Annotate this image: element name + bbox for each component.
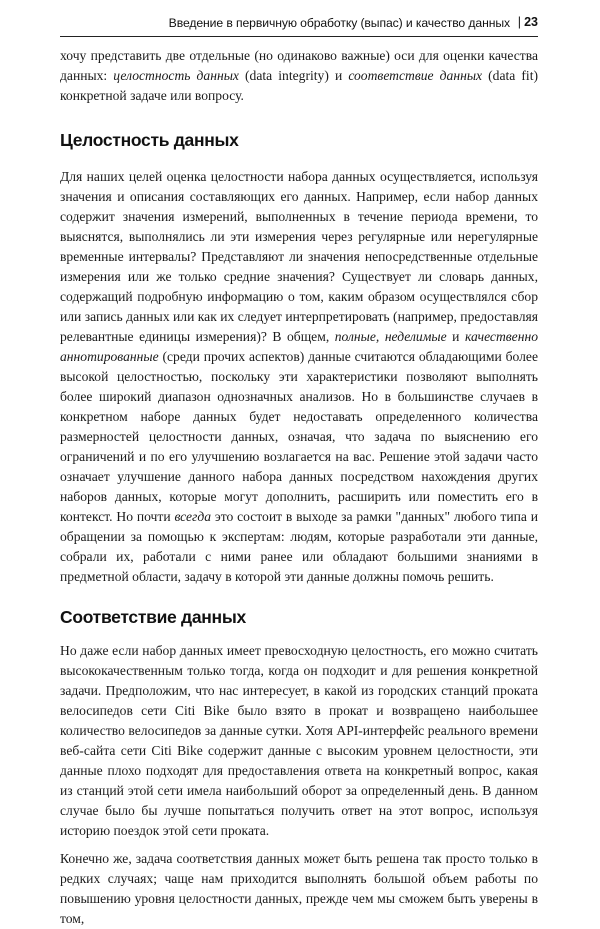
integrity-text-1: Для наших целей оценка целостности набора данных осуществляется, используя значения и описания составляющих его данных. Например, если набор данных содержит значения измерений, выполненных в течение периода времени, то выяснятся, выполнялись ли эти измерения через регулярные или нерегулярные временные интервалы? Представляют ли значения непосредственные отдельные измерения или же только средние значения? Существует ли словарь данных, содержащий подробную информацию о том, каким образом осуществлялся сбор или запись данных или как их следует интерпретировать (например, предоставляя релевантные единицы измерения)? В общем, — [60, 169, 538, 344]
fit-paragraph-1: Но даже если набор данных имеет превосходную целостность, его можно считать высококачественным только тогда, когда он подходит и для решения конкретной задачи. Предположим, что нас интересует, в какой из городских станций проката велосипедов сети Citi Bike было взято в прокат и возвращено наибольшее количество велосипедов за данные сутки. Хотя API-интерфейс реального времени веб-сайта сети Citi Bike содержит данные с высоким уровнем целостности, эти данные плохо подходят для предоставления ответа на конкретный вопрос, какая из станций этой сети имела наибольший оборот за определенный день. В данном случае было бы лучше попытаться получить ответ на этот вопрос, используя историю поездок этой сети проката. — [60, 643, 538, 838]
running-head: Введение в первичную обработку (выпас) и качество данных — [168, 16, 510, 30]
page-body — [60, 46, 538, 929]
integrity-term-always: всегда — [174, 509, 212, 524]
integrity-text-2: и — [446, 329, 465, 344]
intro-text-3: (data fit) конкретной задаче или вопросу. — [60, 68, 539, 103]
section-heading-fit: Соответствие данных — [60, 607, 246, 627]
integrity-term-annotated: качественно аннотированные — [60, 329, 538, 364]
integrity-term-complete: полные, неделимые — [334, 329, 447, 344]
page-header — [60, 14, 538, 37]
intro-term-integrity: целостность данных — [113, 68, 239, 83]
intro-paragraph — [60, 46, 538, 106]
intro-text-2: (data integrity) и — [238, 68, 349, 83]
header-separator: | — [517, 15, 521, 29]
section-heading-integrity: Целостность данных — [60, 130, 239, 150]
fit-paragraph-2: Конечно же, задача соответствия данных может быть решена так просто только в редких случаях; чаще нам приходится выполнять большой объем работы по повышению уровня целостности данных, прежде чем мы сможем быть уверены в том, — [60, 851, 538, 926]
integrity-paragraph — [60, 167, 538, 587]
integrity-text-3: (среди прочих аспектов) данные считаются обладающими более высокой целостностью, поскольку эти характеристики позволяют выполнять более широкий диапазон однозначных анализов. Но в большинстве случаев в конкретном наборе данных будет недоставать определенного количества размерностей целостности данных, означая, что задача по выяснению его ограничений и по его улучшению возлагается на вас. Решение этой задачи часто означает улучшение данного набора данных посредством нахождения других наборов данных, которые могут дополнить, расширить или поместить его в контекст. Но почти — [60, 349, 538, 524]
integrity-text-4: это состоит в выходе за рамки "данных" любого типа и обращении за помощью к экспертам: людям, которые разработали эти данные, собрали их, работали с ними ранее или обладают большими знаниями в предметной области, задачу в которой эти данные должны помочь решить. — [60, 509, 539, 584]
page-number: 23 — [524, 15, 538, 29]
intro-text-1: хочу представить две отдельные (но одинаково важные) оси для оценки качества данных: — [60, 48, 538, 83]
intro-term-fit: соответствие данных — [348, 68, 483, 83]
